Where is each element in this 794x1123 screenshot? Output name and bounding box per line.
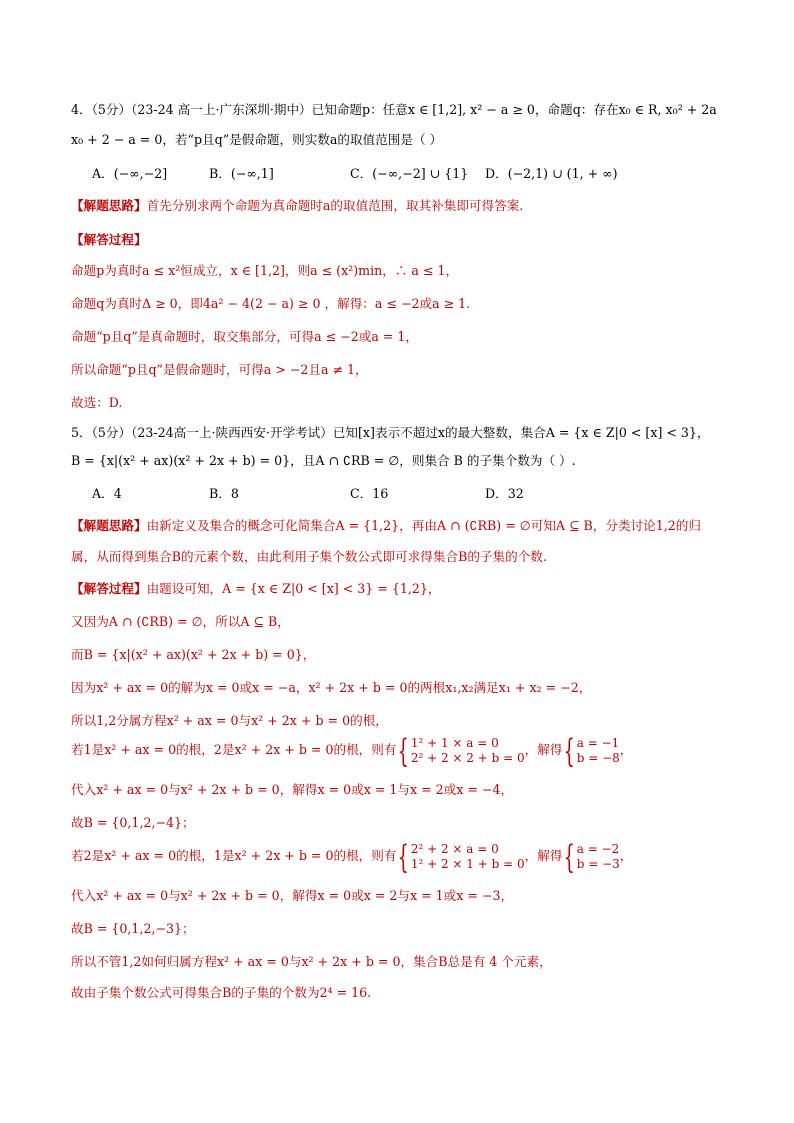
q5-case1-eq1: 1² + 1 × a = 0 (410, 735, 499, 750)
q5-step-2: 而B = {x|(x² + ax)(x² + 2x + b) = 0}， (71, 647, 316, 662)
q5-case1-sol-b: b = −8 (576, 750, 620, 765)
q4-hint-text: 首先分别求两个命题为真命题时a的取值范围，取其补集即可得答案. (146, 198, 524, 213)
q5-case2-system (411, 842, 525, 872)
q5-case2-mid: ，解得 (524, 848, 563, 863)
q5-case1-end: ， (619, 742, 633, 757)
q4-stem-line1: 4．（5分）（23-24 高一上·广东深圳·期中）已知命题p：任意x ∈ [1,2], x² − a ≥ 0，命题q：存在x₀ ∈ R, x₀² + 2a (71, 102, 717, 117)
q5-case1 (71, 731, 633, 770)
q4-stem-line2: x₀ + 2 − a = 0，若“p且q”是假命题，则实数a的取值范围是（ ） (71, 132, 443, 147)
q4-step-3: 命题“p且q”是真命题时，取交集部分，可得a ≤ −2或a = 1， (71, 329, 418, 344)
q5-case1-sol-a: a = −1 (576, 735, 620, 750)
q5-case1-mid: ，解得 (524, 742, 563, 757)
q5-case2-sol-b: b = −3 (576, 856, 620, 871)
q5-conclusion-2: 故由子集个数公式可得集合B的子集的个数为2⁴ = 16. (71, 985, 372, 1000)
q5-step-3: 因为x² + ax = 0的解为x = 0或x = −a，x² + 2x + b = 0的两根x₁,x₂满足x₁ + x₂ = −2， (71, 680, 592, 695)
q5-hint (71, 517, 701, 535)
q4-hint-tag: 【解题思路】 (71, 198, 147, 213)
q5-case2-end: ， (619, 848, 633, 863)
q5-option-c: C．16 (350, 486, 389, 501)
q4-option-b: B．(−∞,1] (209, 166, 274, 181)
q5-proc-tag: 【解答过程】 (71, 581, 147, 596)
q5-case1-system (411, 736, 525, 766)
q4-step-2: 命题q为真时Δ ≥ 0，即4a² − 4(2 − a) ≥ 0 ，解得：a ≤ −2或a ≥ 1. (71, 296, 471, 311)
q5-case2-sol-a: a = −2 (576, 841, 620, 856)
q4-proc-tag-text: 【解答过程】 (71, 232, 147, 247)
left-brace-icon: { (398, 837, 410, 876)
q5-stem-line2: B = {x|(x² + ax)(x² + 2x + b) = 0}，且A ∩ ∁RB = ∅，则集合 B 的子集个数为（ ）. (71, 453, 576, 468)
q4-step-4: 所以命题“p且q”是假命题时，可得a > −2且a ≠ 1， (71, 362, 368, 377)
q5-option-d: D．32 (485, 486, 524, 501)
q4-proc-tag (71, 231, 147, 249)
left-brace-icon: { (398, 731, 410, 770)
q5-case2-pre: 若2是x² + ax = 0的根，1是x² + 2x + b = 0的根，则有 (71, 848, 397, 863)
q5-proc-first-text: 由题设可知，A = {x ∈ Z|0 < [x] < 3} = {1,2}， (146, 581, 441, 596)
q5-case1-pre: 若1是x² + ax = 0的根，2是x² + 2x + b = 0的根，则有 (71, 742, 397, 757)
q5-case2-eq1: 2² + 2 × a = 0 (410, 841, 499, 856)
q5-hint-tag: 【解题思路】 (71, 518, 147, 533)
q5-case1-solution (577, 736, 620, 766)
q5-step-4: 所以1,2分属方程x² + ax = 0与x² + 2x + b = 0的根， (71, 713, 388, 728)
q5-case1-sub: 代入x² + ax = 0与x² + 2x + b = 0，解得x = 0或x = 1与x = 2或x = −4， (71, 782, 514, 797)
q5-conclusion-1: 所以不管1,2如何归属方程x² + ax = 0与x² + 2x + b = 0，集合B总是有 4 个元素， (71, 954, 552, 969)
q5-hint-text-1: 由新定义及集合的概念可化简集合A = {1,2}，再由A ∩ (∁RB) = ∅可知A ⊆ B，分类讨论1,2的归 (146, 518, 701, 533)
q4-option-a: A．(−∞,−2] (92, 166, 168, 181)
q5-stem-line1: 5．（5分）（23-24高一上·陕西西安·开学考试）已知[x]表示不超过x的最大整数，集合A = {x ∈ Z|0 < [x] < 3}， (71, 425, 710, 440)
q5-case2-eq2: 1² + 2 × 1 + b = 0 (410, 856, 525, 871)
q5-step-1: 又因为A ∩ (∁RB) = ∅，所以A ⊆ B， (71, 614, 290, 629)
q4-step-5: 故选：D. (71, 395, 123, 410)
q5-case1-result: 故B = {0,1,2,−4}； (71, 815, 195, 830)
q5-case2-sub: 代入x² + ax = 0与x² + 2x + b = 0，解得x = 0或x = 2与x = 1或x = −3， (71, 888, 514, 903)
q5-option-b: B．8 (209, 486, 239, 501)
q5-proc-first (71, 580, 441, 598)
q5-option-a: A．4 (92, 486, 122, 501)
q5-case2-result: 故B = {0,1,2,−3}； (71, 921, 195, 936)
q4-hint (71, 197, 523, 215)
q4-option-c: C．(−∞,−2] ∪ {1} (350, 166, 469, 181)
left-brace-icon: { (563, 731, 576, 770)
q4-step-1: 命题p为真时a ≤ x²恒成立，x ∈ [1,2]，则a ≤ (x²)min，∴ a ≤ 1， (71, 263, 459, 278)
q5-hint-text-2: 属，从而得到集合B的元素个数，由此利用子集个数公式即可求得集合B的子集的个数. (71, 549, 547, 564)
q5-case1-eq2: 2² + 2 × 2 + b = 0 (410, 750, 525, 765)
q5-case2 (71, 837, 633, 876)
q5-case2-solution (577, 842, 620, 872)
q4-option-d: D．(−2,1) ∪ (1, + ∞) (485, 166, 618, 181)
left-brace-icon: { (563, 837, 576, 876)
